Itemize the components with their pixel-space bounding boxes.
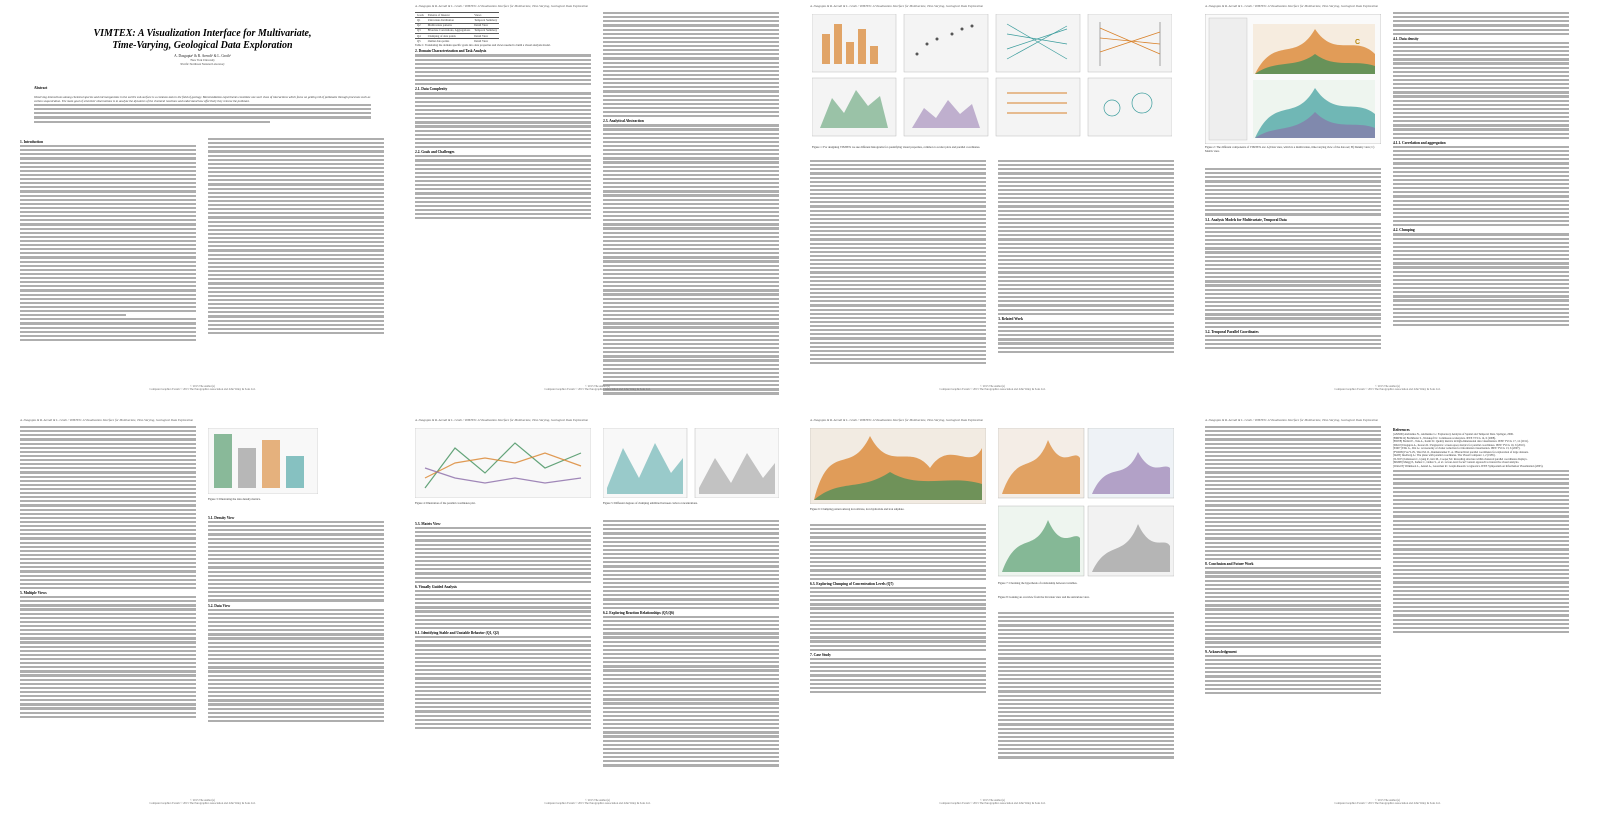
figure-2 — [1205, 14, 1381, 144]
figure-5-graphic — [603, 428, 779, 498]
reference-item: [BW08] Bertini E., Tatu A., Keim D.: Quality metrics in high-dimensional data visualization. IEEE TVCG 17, 12 (2011). — [1393, 440, 1529, 443]
paper-title-line1: VIMTEX: A Visualization Interface for Multivariate, — [93, 28, 312, 39]
table-row: Q4 Clumping of data points Detail View — [415, 34, 499, 39]
reference-item: [ED07] Ellis G., Dix A.: A taxonomy of clutter reduction for information visualisation. IEEE TVCG 13, 6 (2007). — [1393, 447, 1521, 450]
section-introduction: 1. Introduction — [20, 140, 44, 144]
figure-1-graphic — [812, 14, 1172, 142]
reference-item: [DK10] Dasgupta A., Kosara R.: Pargnostics: screen-space metrics for parallel coordinates. IEEE TVCG 16, 6 (2010). — [1393, 443, 1526, 447]
table-header: Goals — [417, 12, 424, 17]
running-header: A. Dasgupta & R. Arendt & L. Groth / VIMTEX: A Visualization Interface for Multivariate, Time-Varying, Geological Data Exploration — [415, 4, 589, 8]
section-density-view: 5.1. Density View — [208, 516, 235, 520]
figure-4-graphic — [415, 428, 591, 498]
paper-page-1 — [10, 0, 395, 396]
section-conclusion: 8. Conclusion and Future Work — [1205, 562, 1254, 567]
reference-item: [JLJC05] Johansson J., Ljung P., Jern M., Cooper M.: Revealing structure within clustered parallel coordinates displays. — [1393, 457, 1528, 461]
figure-7-caption: Figure 7: Checking the hypothesis of relationship between variables. — [998, 581, 1078, 585]
section-correlation: 4.1.1. Correlation and aggregation — [1393, 140, 1446, 145]
section-case-study: 7. Case Study — [810, 652, 831, 657]
figure-2-graphic — [1205, 14, 1381, 144]
section-analytical: 2.3. Analytical Abstraction — [603, 119, 644, 124]
table-header: Views — [472, 13, 499, 18]
paper-authors: A. Dasgupta¹ & R. Arendt¹ & L. Groth¹ — [174, 54, 231, 58]
section-clumping-concentration: 6.3. Exploring Clumping of Concentration Levels (Q7) — [810, 581, 894, 586]
reference-item: [AMS06] Andrienko N., Andrienko G.: Exploratory Analysis of Spatial and Temporal Data. Springer, 2006. — [1393, 433, 1514, 436]
figure-8-caption: Figure 8: Gaining an overview from the bivariate view and the univariate view. — [998, 595, 1090, 599]
footer-copyright: © 2015 The Author(s) — [190, 384, 215, 388]
figure-4 — [415, 428, 591, 498]
table-1 — [415, 12, 499, 44]
section-guided-analysis: 6. Visually Guided Analysis — [415, 584, 457, 589]
figure-1 — [812, 14, 1172, 142]
paper-page-6: A. Dasgupta & R. Arendt & L. Groth / VIMTEX: A Visualization Interface for Multivariate, Time-Varying, Geological Data Exploration Figure 4: Illustration of the parallel coordinates plot. 5.3. Matrix View 6. Visually Guided Analysis 6.1. Identifying Stable and Unstable Behavior (Q1, Q2) Figure 5: Different degrees of clumping exhibited between carbon concentrations. 6.2. Exploring Reaction Relationships (Q5,Q6) © 2015 The Author(s) Computer Graphics Forum © 2015 The Eurographics Association and John Wiley & Sons Ltd. — [405, 414, 790, 810]
table-header: Patterns of Interest — [426, 13, 472, 18]
paper-page-2: A. Dasgupta & R. Arendt & L. Groth / VIMTEX: A Visualization Interface for Multivariate, Time-Varying, Geological Data Exploration Goals Patterns of Interest Views Q1 Univariate distribution Temporal Summary Q2 Multivariate patterns Detail View Q3 Bivariate Correlations, Aggregations Temporal Summary Q4 Clumping of data points Detail View Q5 Outlier data points Detail View Table 1: Translating the domain specific goals into data properties and views needed to build a visual analysis model. 2. Domain Characterization and Task Analysis 2.1. Data Complexity 2.2. Goals and Challenges 2.3. Analytical Abstraction © 2015 The Author(s) Computer Graphics Forum © 2015 The Eurographics Association and John Wiley & Sons Ltd. — [405, 0, 790, 396]
abstract-heading: Abstract — [34, 86, 48, 90]
section-data-view: 5.2. Data View — [208, 603, 231, 608]
section-multiple-views: 5. Multiple Views — [20, 591, 47, 596]
section-stable-behavior: 6.1. Identifying Stable and Unstable Behavior (Q1, Q2) — [415, 631, 499, 636]
paper-page-5: A. Dasgupta & R. Arendt & L. Groth / VIMTEX: A Visualization Interface for Multivariate, Time-Varying, Geological Data Exploration 5. Multiple Views Figure 3: Illustrating the data density metrics. 5.1. Density View 5.2. Data View © 2015 The Author(s) Computer Graphics Forum © 2015 The Eurographics Association and John Wiley & Sons Ltd. — [10, 414, 395, 810]
reference-item: [BMPM12] Bachthaler S., Weiskopf D.: Continuous scatterplots. IEEE TVCG 14, 6 (2008). — [1393, 436, 1496, 440]
references-column — [1393, 426, 1569, 635]
section-matrix-view: 5.3. Matrix View — [415, 522, 441, 526]
table-row: Q5 Outlier data points Detail View — [415, 39, 499, 44]
paper-page-8: A. Dasgupta & R. Arendt & L. Groth / VIMTEX: A Visualization Interface for Multivariate, Time-Varying, Geological Data Exploration 8. Conclusion and Future Work 9. Acknowledgement References [AMS06] Andrienko N., Andrienko G.: Exploratory Analysis of Spatial and Temporal Data. Springer, 2006. [BMPM12] Bachthaler S., Weiskopf D.: Continuous scatterplots. IEEE TVCG 14, 6 (2008). [BW08] Bertini E., Tatu A., Keim D.: Quality metrics in high-dimensional data visualization. IEEE TVCG 17, 12 (2011). [DK10] Dasgupta A., Kosara R.: Pargnostics: screen-space metrics for parallel coordinates. IEEE TVCG 16, 6 (2010). [ED07] Ellis G., Dix A.: A taxonomy of clutter reduction for information visualisation. IEEE TVCG 13, 6 (2007). [FWR99] Fua Y.-H., Ward M. O., Rundensteiner E. A.: Hierarchical parallel coordinates for exploration of large datasets. [Ins85] Inselberg A.: The plane with parallel coordinates. The Visual Computer 1, 2 (1985). [JLJC05] Johansson J., Ljung P., Jern M., Cooper M.: Revealing structure within clustered parallel coordinates displays. [MM08] Muigg P., Kehrer J., Oeltze S., et al.: A four-level focus+context approach to interactive visual analysis. [WAG05] Wilkinson L., Anand A., Grossman R.: Graph-theoretic scagnostics. IEEE Symposium on Information Visualization (2005). © 2015 The Author(s) Computer Graphics Forum © 2015 The Eurographics Association and John Wiley & Sons Ltd. — [1195, 414, 1580, 810]
reference-item: [WAG05] Wilkinson L., Anand A., Grossman R.: Graph-theoretic scagnostics. IEEE Symposium on Information Visualization (2005). — [1393, 464, 1544, 468]
figure-3-graphic — [208, 428, 318, 494]
section-data-complexity: 2.1. Data Complexity — [415, 87, 448, 92]
body-text — [20, 145, 196, 341]
figure-6-graphic — [810, 428, 986, 504]
section-temporal-pc: 3.2. Temporal Parallel Coordinates — [1205, 329, 1259, 334]
reference-item: [MM08] Muigg P., Kehrer J., Oeltze S., et al.: A four-level focus+context approach to interactive visual analysis. — [1393, 461, 1520, 464]
figure-7 — [998, 428, 1174, 578]
abstract-text: Observing interactions among chemical species and microorganisms in the earth's sub-surface is a common task in the field of geology. Bioremediation experiments constitute one such class of interactions which focus on getting rid of pollutants through processes such as carbon sequestration. The main goal of scientists' observations is to analyze the dynamics of the chemical reactions and understand how effectively they remove the pollutant. — [34, 95, 371, 103]
table-row: Q3 Bivariate Correlations, Aggregations Temporal Summary — [417, 28, 498, 33]
paper-page-4: A. Dasgupta & R. Arendt & L. Groth / VIMTEX: A Visualization Interface for Multivariate, Time-Varying, Geological Data Exploration C Figure 2: The different components of VIMTEX are: A) Data view, which is a multivariate, time-varying view of the data set; B) Density view; C) Matrix view. 3.1. Analysis Models for Multivariate, Temporal Data 3.2. Temporal Parallel Coordinates 4.1. Data density 4.1.1. Correlation and aggregation 4.2. Clumping © 2015 The Author(s) Computer Graphics Forum © 2015 The Eurographics Association and John Wiley & Sons Ltd. — [1195, 0, 1580, 396]
paper-page-3: A. Dasgupta & R. Arendt & L. Groth / VIMTEX: A Visualization Interface for Multivariate, Time-Varying, Geological Data Exploration Figure 1: For designing VIMTEX we use different histograms for quantifying visual properties, common to scatter plots and parallel coordinates. 3. Related Work © 2015 The Author(s) Computer Graphics Forum © 2015 The Eurographics Association and John Wiley & Sons Ltd. — [800, 0, 1185, 396]
reference-item: [Ins85] Inselberg A.: The plane with parallel coordinates. The Visual Computer 1, 2 (1985). — [1393, 454, 1496, 457]
section-reaction-relationships: 6.2. Exploring Reaction Relationships (Q5,Q6) — [603, 610, 675, 615]
figure-2-caption: Figure 2: The different components of VIMTEX are: A) Data view, which is a multivariate, time-varying view of the data set; B) Density view; C) Matrix view. — [1205, 145, 1375, 153]
section-acknowledgement: 9. Acknowledgement — [1205, 649, 1237, 654]
figure-6 — [810, 428, 986, 504]
figure-1-caption: Figure 1: For designing VIMTEX we use different histograms for quantifying visual properties, common to scatter plots and parallel coordinates. — [812, 145, 981, 149]
paper-page-7: A. Dasgupta & R. Arendt & L. Groth / VIMTEX: A Visualization Interface for Multivariate, Time-Varying, Geological Data Exploration Figure 6: Clumping pattern among iron silicate, iron hydroxide and iron sulphate. 6.3. Exploring Clumping of Concentration Levels (Q7) 7. Case Study Figure 7: Checking the hypothesis of relationship between variables. Figure 8: Gaining an overview from the bivariate view and the univariate view. © 2015 The Author(s) Computer Graphics Forum © 2015 The Eurographics Association and John Wiley & Sons Ltd. — [800, 414, 1185, 810]
table-row: Q1 Univariate distribution Temporal Summary — [417, 17, 498, 22]
intro-column — [20, 138, 196, 343]
paper-title-line2: Time-Varying, Geological Data Exploration — [112, 39, 293, 51]
section-data-density: 4.1. Data density — [1393, 36, 1419, 41]
section-analysis-models: 3.1. Analysis Models for Multivariate, Temporal Data — [1205, 217, 1287, 222]
title-block — [30, 28, 375, 66]
figure-7-graphic — [998, 428, 1174, 578]
intro-column-2 — [208, 138, 384, 336]
affiliation-2: ²Pacific Northwest National Laboratory — [180, 63, 225, 66]
figure-3 — [208, 428, 318, 494]
section-domain: 2. Domain Characterization and Task Analysis — [415, 49, 487, 54]
section-related-work: 3. Related Work — [998, 316, 1023, 321]
footer-publisher: Computer Graphics Forum © 2015 The Eurographics Association and John Wiley & Sons Ltd. — [149, 388, 256, 392]
affiliation-1: ¹New York University — [190, 59, 215, 62]
abstract-block — [34, 84, 371, 125]
svg-text:C: C — [1355, 39, 1361, 46]
figure-5-caption: Figure 5: Different degrees of clumping exhibited between carbon concentrations. — [603, 501, 698, 505]
section-clumping: 4.2. Clumping — [1393, 228, 1415, 233]
references-heading: References — [1393, 428, 1410, 432]
figure-3-caption: Figure 3: Illustrating the data density metrics. — [208, 497, 261, 501]
reference-item: [FWR99] Fua Y.-H., Ward M. O., Rundensteiner E. A.: Hierarchical parallel coordinates for exploration of large datasets. — [1393, 450, 1529, 454]
section-goals: 2.2. Goals and Challenges — [415, 150, 455, 155]
table-caption: Table 1: Translating the domain specific goals into data properties and views needed to build a visual analysis model. — [415, 42, 551, 47]
figure-6-caption: Figure 6: Clumping pattern among iron silicate, iron hydroxide and iron sulphate. — [810, 507, 905, 511]
table-row: Q2 Multivariate patterns Detail View — [415, 23, 499, 28]
figure-4-caption: Figure 4: Illustration of the parallel coordinates plot. — [415, 501, 476, 505]
figure-5 — [603, 428, 779, 498]
